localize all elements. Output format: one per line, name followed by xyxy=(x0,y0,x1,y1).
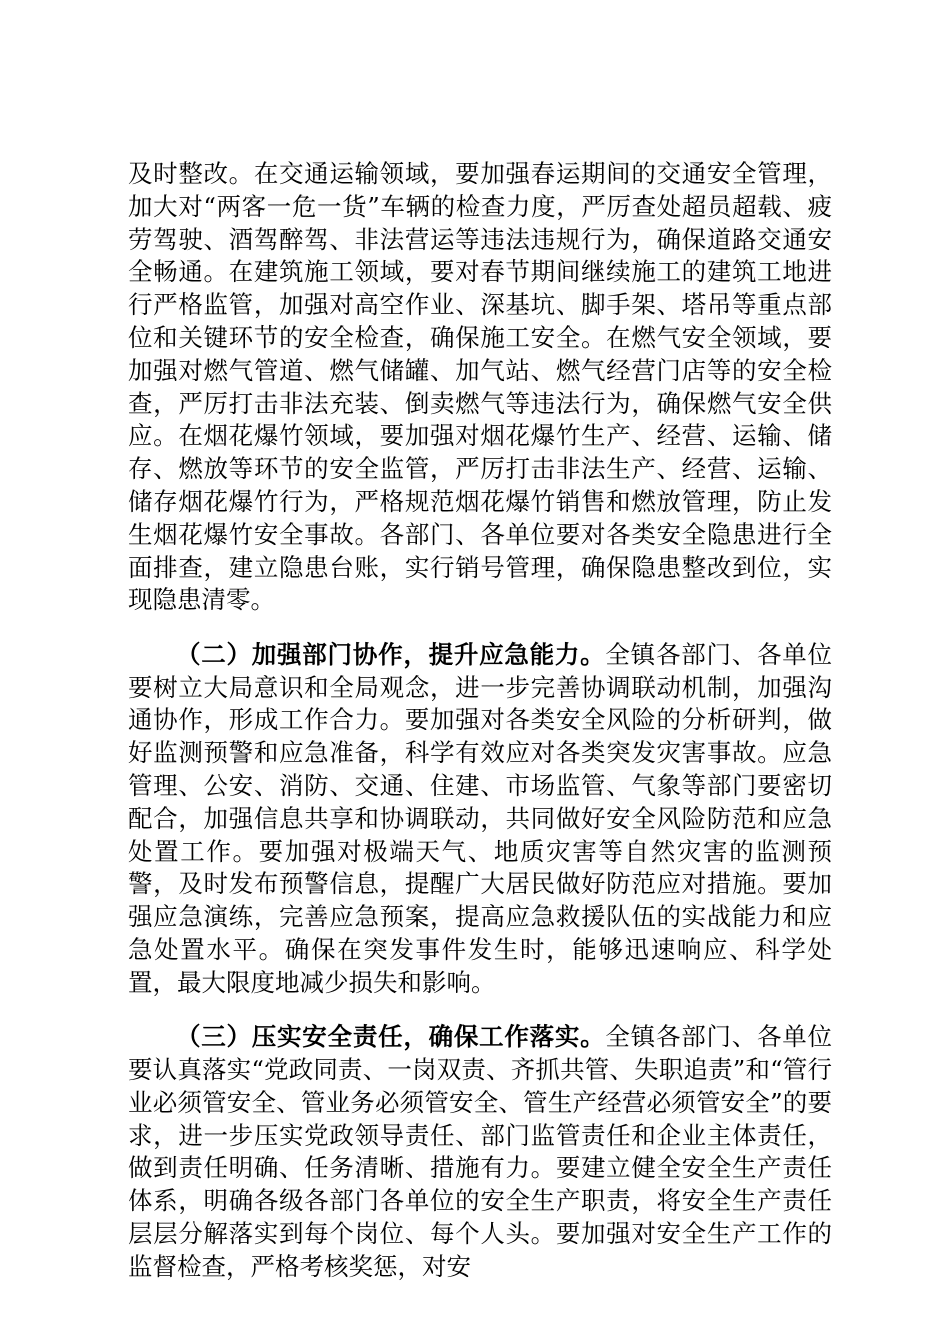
document-page xyxy=(128,158,832,1305)
paragraph-text: 全镇各部门、各单位要认真落实“党政同责、一岗双责、齐抓共管、失职追责”和“管行业必须管安全、管业务必须管安全、管生产经营必须管安全”的要求，进一步压实党政领导责任、部门监管责任和企业主体责任，做到责任明确、任务清晰、措施有力。要建立健全安全生产责任体系，明确各级各部门各单位的安全生产职责，将安全生产责任层层分解落实到每个岗位、每个人头。要加强对安全生产工作的监督检查，严格考核奖惩，对安 xyxy=(128,1022,833,1281)
paragraph-section-2 xyxy=(128,639,832,1000)
paragraph-section-3 xyxy=(128,1021,832,1283)
paragraph-continued xyxy=(128,158,832,617)
section-heading: （三）压实安全责任，确保工作落实。 xyxy=(176,1022,606,1052)
paragraph-text: 全镇各部门、各单位要树立大局意识和全局观念，进一步完善协调联动机制，加强沟通协作，形成工作合力。要加强对各类安全风险的分析研判，做好监测预警和应急准备，科学有效应对各类突发灾害事故。应急管理、公安、消防、交通、住建、市场监管、气象等部门要密切配合，加强信息共享和协调联动，共同做好安全风险防范和应急处置工作。要加强对极端天气、地质灾害等自然灾害的监测预警，及时发布预警信息，提醒广大居民做好防范应对措施。要加强应急演练，完善应急预案，提高应急救援队伍的实战能力和应急处置水平。确保在突发事件发生时，能够迅速响应、科学处置，最大限度地减少损失和影响。 xyxy=(128,639,833,997)
paragraph-text: 及时整改。在交通运输领域，要加强春运期间的交通安全管理，加大对“两客一危一货”车辆的检查力度，严厉查处超员超载、疲劳驾驶、酒驾醉驾、非法营运等违法违规行为，确保道路交通安全畅通。在建筑施工领域，要对春节期间继续施工的建筑工地进行严格监管，加强对高空作业、深基坑、脚手架、塔吊等重点部位和关键环节的安全检查，确保施工安全。在燃气安全领域，要加强对燃气管道、燃气储罐、加气站、燃气经营门店等的安全检查，严厉打击非法充装、倒卖燃气等违法行为，确保燃气安全供应。在烟花爆竹领域，要加强对烟花爆竹生产、经营、运输、储存、燃放等环节的安全监管，严厉打击非法生产、经营、运输、储存烟花爆竹行为，严格规范烟花爆竹销售和燃放管理，防止发生烟花爆竹安全事故。各部门、各单位要对各类安全隐患进行全面排查，建立隐患台账，实行销号管理，确保隐患整改到位，实现隐患清零。 xyxy=(128,159,832,615)
section-heading: （二）加强部门协作，提升应急能力。 xyxy=(176,639,606,669)
